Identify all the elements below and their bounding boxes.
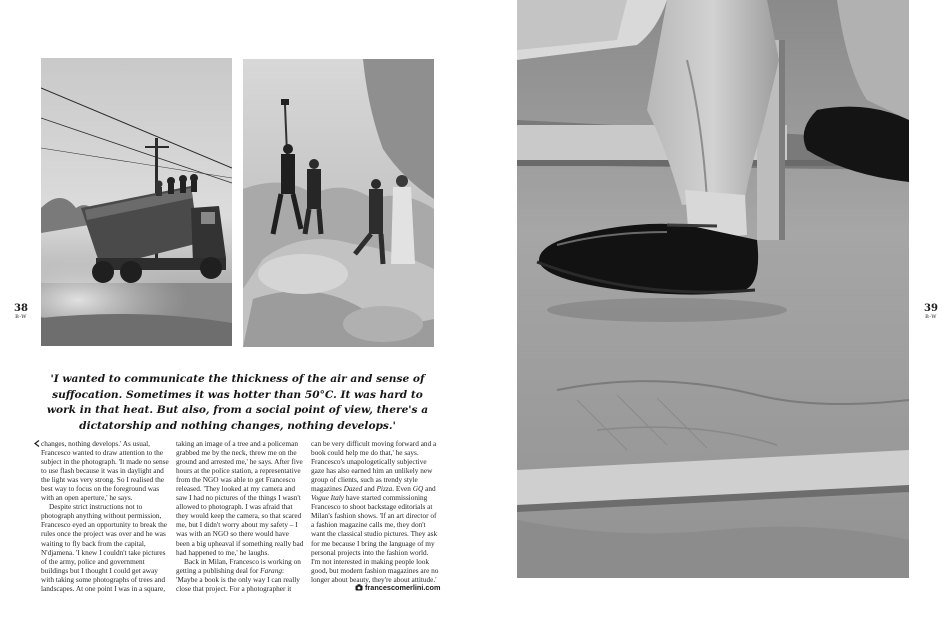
paragraph xyxy=(176,557,304,593)
magazine-name: GQ xyxy=(412,484,424,494)
paragraph xyxy=(311,439,439,584)
magazine-name: Pizza xyxy=(376,484,393,494)
paragraph: changes, nothing develops.' As usual, Francesco wanted to draw attention to the subject in the photograph. 'It made no sense to use flash because it was in daylight and the light was very strong. So I realised the best way to focus on the foreground was with an open aperture,' he says. xyxy=(41,439,169,503)
truck-photo xyxy=(41,58,232,346)
magazine-name: Dazed xyxy=(343,484,363,494)
page-number: 38 xyxy=(14,303,28,314)
text-run: and xyxy=(362,484,377,494)
text-run: can be very difficult moving forward and a book could help me do that,' he says. Francesco's unapologetically subjective gaze has also earned him an unlikely new group of clients, such as trendy style magazines xyxy=(311,439,437,494)
camera-icon xyxy=(355,584,363,591)
text-run: : 'Maybe a book is the only way I can really close that project. For a photographer it xyxy=(176,565,300,593)
dump-truck-photo xyxy=(41,58,232,346)
workers-photo xyxy=(243,59,434,347)
text-run: and xyxy=(423,484,436,494)
page-number-left xyxy=(10,303,32,320)
right-page xyxy=(475,0,950,620)
continued-arrow-icon xyxy=(34,440,40,447)
website-link[interactable]: francescomerlini.com xyxy=(365,583,441,592)
shoe-photo xyxy=(517,0,909,578)
section-label: B-W xyxy=(925,314,937,320)
pull-quote: 'I wanted to communicate the thickness of the air and sense of suffocation. Sometimes it was hotter than 50°C. It was hard to work in that heat. But also, from a social point of view, there's a dictatorship and nothing changes, nothing develops.' xyxy=(46,373,429,432)
body-column-2 xyxy=(176,439,304,593)
paragraph: taking an image of a tree and a policeman grabbed me by the neck, threw me on the ground and arrested me,' he says. After five hours at the police station, a representative from the NGO was able to get Francesco released. 'They looked at my camera and saw I had no pictures of the things I wasn't allowed to photograph. I was afraid that they would keep the camera, so that scared me, but I didn't worry about my safety – I was with an NGO so there would have been a big upheaval if something really bad had happened to me,' he laughs. xyxy=(176,439,304,557)
body-column-1 xyxy=(41,439,169,593)
shoe-closeup-photo xyxy=(517,0,909,578)
book-title: Farang xyxy=(260,565,283,575)
text-run: have started commissioning Francesco to shoot backstage editorials at Milan's fashion shows. 'If an art director of a fashion magazine calls me, they don't want the classical studio pictures. They ask for me because I bring the language of my personal projects into the fashion world. I'm not interested in making people look good, but modern fashion magazines are no longer about beauty, they're about attitude.' xyxy=(311,493,439,584)
quarry-workers-photo xyxy=(243,59,434,347)
body-column-3 xyxy=(311,439,439,584)
text-run: . Even xyxy=(392,484,413,494)
paragraph: Despite strict instructions not to photograph anything without permission, Francesco eyed an opportunity to break the rules once the project was over and he was waiting to fly back from the capital, N'djamena. 'I knew I couldn't take pictures of the army, police and government buildings but I thought I could get away with taking some photographs of trees and landscapes. At one point I was in a square, xyxy=(41,502,168,593)
section-label: B-W xyxy=(15,314,27,320)
page-number-right xyxy=(920,303,942,320)
magazine-name: Vogue Italy xyxy=(311,493,345,503)
photographer-website[interactable] xyxy=(355,583,440,592)
text-run: Back in Milan, Francesco is working on getting a publishing deal for xyxy=(176,556,301,575)
page-number: 39 xyxy=(924,303,938,314)
